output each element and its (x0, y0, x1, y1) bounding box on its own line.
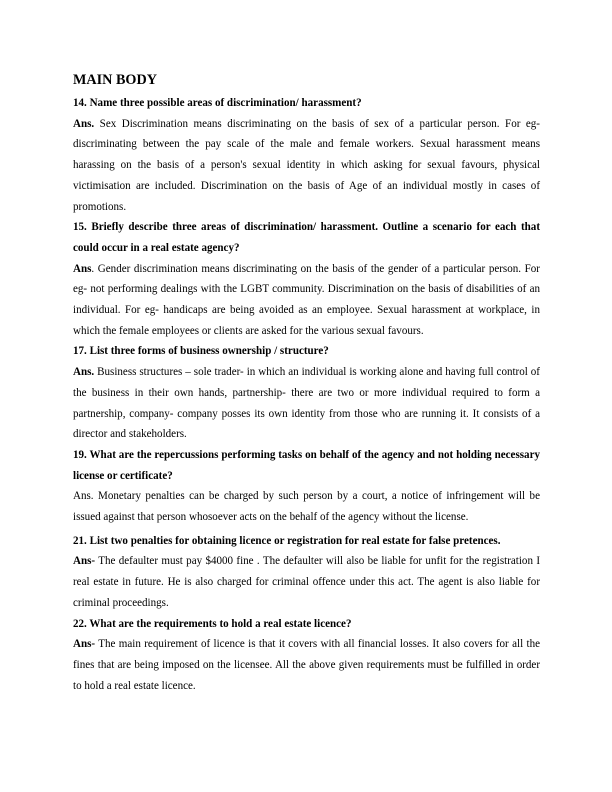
document-page (73, 70, 540, 696)
answer-label: Ans. (73, 117, 95, 130)
answer-text: The main requirement of licence is that it covers with all financial losses. It also covers for all the fines that are being imposed on the licensee. All the above given requirements must be fulfilled in order to hold a real estate licence. (73, 638, 540, 692)
question-17: 17. List three forms of business ownership / structure? (73, 345, 329, 358)
answer-17 (73, 362, 540, 445)
answer-label: Ans. (73, 366, 95, 379)
answer-label: Ans- (73, 555, 96, 568)
answer-text: The defaulter must pay $4000 fine . The defaulter will also be liable for unfit for the registration I real estate in future. He is also charged for criminal offence under this act. The agent is also liable for criminal proceedings. (73, 555, 540, 609)
question-21: 21. List two penalties for obtaining licence or registration for real estate for false pretences. (73, 534, 501, 547)
question-15: 15. Briefly describe three areas of discrimination/ harassment. Outline a scenario for each that could occur in a real estate agency? (73, 221, 540, 254)
page-title: MAIN BODY (73, 72, 157, 88)
answer-19 (73, 486, 540, 527)
answer-text: Sex Discrimination means discriminating on the basis of sex of a particular person. For eg- discriminating between the pay scale of the male and female workers. Sexual harassment means harassing on the basis of a person's sexual identity in which asking for sexual favours, physical victimisation are included. Discrimination on the basis of Age of an individual mostly in cases of promotions. (73, 117, 540, 213)
question-19: 19. What are the repercussions performing tasks on behalf of the agency and not holding necessary license or certificate? (73, 448, 540, 482)
answer-14 (73, 114, 540, 218)
question-22: 22. What are the requirements to hold a real estate licence? (73, 617, 352, 630)
answer-text: . Gender discrimination means discriminating on the basis of the gender of a particular person. For eg- not performing dealings with the LGBT community. Discrimination on the basis of disabilities of an individual. For eg- handicaps are being avoided as an employee. Sexual harassment at workplace, in which the female employees or clients are asked for the various sexual favours. (73, 262, 540, 337)
answer-label: Ans (73, 262, 92, 275)
question-14: 14. Name three possible areas of discrimination/ harassment? (73, 97, 362, 109)
answer-15 (73, 259, 540, 342)
answer-text: Business structures – sole trader- in which an individual is working alone and having full control of the business in their own hands, partnership- there are two or more individual required to form a partnership, company- company posses its own identity from those who are running it. It consists of a director and stakeholders. (73, 366, 540, 441)
answer-21 (73, 551, 540, 613)
answer-label: Ans- (73, 638, 96, 651)
answer-22 (73, 634, 540, 696)
answer-text: Ans. Monetary penalties can be charged by such person by a court, a notice of infringement will be issued against that person whosoever acts on the behalf of the agency without the license. (73, 490, 540, 524)
